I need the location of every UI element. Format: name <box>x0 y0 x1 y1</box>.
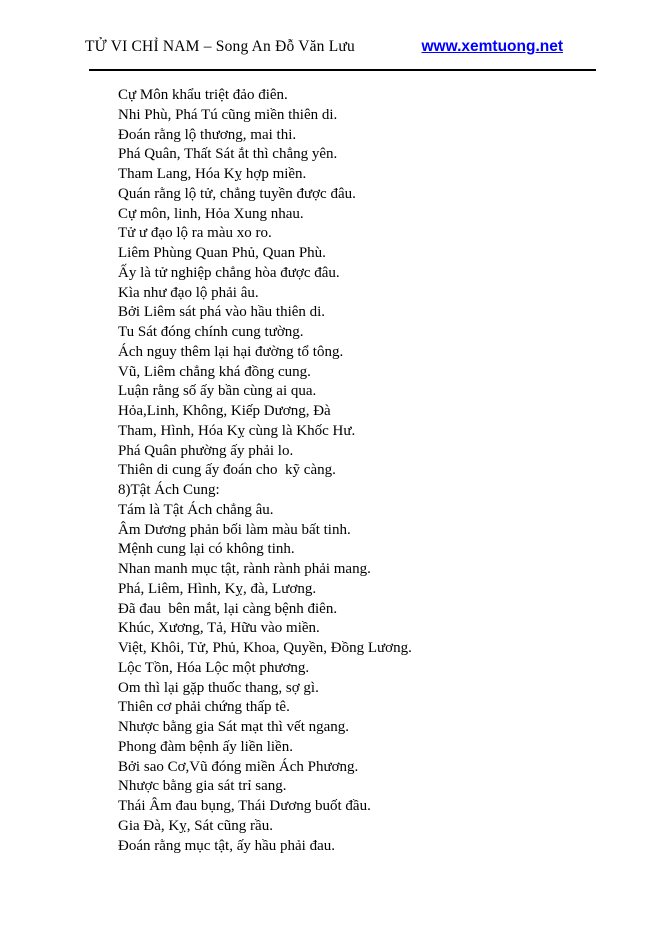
poem-line: Tu Sát đóng chính cung tường. <box>118 324 304 340</box>
poem-line: Nhan manh mục tật, rành rành phải mang. <box>118 561 371 577</box>
poem-line: Bởi sao Cơ,Vũ đóng miền Ách Phương. <box>118 758 359 775</box>
poem-line: Thiên cơ phải chứng thấp tê. <box>118 699 290 716</box>
poem-line: Gia Đà, Kỵ, Sát cũng rầu. <box>118 817 273 834</box>
poem-line: Cự Môn khẩu triệt đảo điên. <box>118 87 288 103</box>
header-rule <box>89 69 596 71</box>
poem-line: Việt, Khôi, Tử, Phủ, Khoa, Quyền, Đồng Lương. <box>118 640 412 656</box>
poem-line: Tử ư đạo lộ ra màu xo ro. <box>118 225 272 242</box>
poem-line: Lộc Tồn, Hóa Lộc một phương. <box>118 659 310 676</box>
poem-line: Om thì lại gặp thuốc thang, sợ gì. <box>118 679 319 696</box>
poem-line: Nhược bằng gia sát trỉ sang. <box>118 778 287 795</box>
poem-line: Đã đau bên mắt, lại càng bệnh điên. <box>118 600 338 617</box>
poem-line: Kìa như đạo lộ phải âu. <box>118 284 259 301</box>
poem-line: Thiên di cung ấy đoán cho kỹ càng. <box>118 462 336 479</box>
poem-line: Khúc, Xương, Tả, Hữu vào miền. <box>118 620 320 637</box>
document-title: TỬ VI CHỈ NAM – Song An Đỗ Văn Lưu <box>85 38 355 55</box>
poem-line: Tham, Hình, Hóa Kỵ cùng là Khốc Hư. <box>118 422 356 439</box>
poem-line: Vũ, Liêm chẳng khá đồng cung. <box>118 363 311 380</box>
poem-line: Âm Dương phản bối làm màu bất tinh. <box>118 521 351 538</box>
website-link[interactable]: www.xemtuong.net <box>421 38 563 55</box>
poem-line: Ấy là tử nghiệp chẳng hòa được đâu. <box>118 264 340 281</box>
poem-line: Thái Âm đau bụng, Thái Dương buốt đầu. <box>118 798 371 814</box>
poem-line: Liêm Phùng Quan Phủ, Quan Phù. <box>118 245 326 261</box>
poem-line: Mệnh cung lại có không tinh. <box>118 541 295 558</box>
poem-line: Phong đàm bệnh ấy liền liền. <box>118 738 293 755</box>
poem-line: Hỏa,Linh, Không, Kiếp Dương, Đà <box>118 403 331 419</box>
poem-line: Tám là Tật Ách chẳng âu. <box>118 501 274 518</box>
poem-line: 8)Tật Ách Cung: <box>118 482 220 498</box>
document-header <box>85 38 563 56</box>
poem-line: Quán rằng lộ tử, chẳng tuyền được đâu. <box>118 185 356 202</box>
poem-body <box>118 86 412 856</box>
poem-line: Tham Lang, Hóa Kỵ hợp miền. <box>118 166 307 182</box>
poem-line: Ách nguy thêm lại hại đường tổ tông. <box>118 343 344 360</box>
poem-line: Cự môn, linh, Hỏa Xung nhau. <box>118 205 304 222</box>
poem-line: Phá Quân phường ấy phải lo. <box>118 442 294 459</box>
poem-line: Phá, Liêm, Hình, Kỵ, đà, Lương. <box>118 580 317 597</box>
poem-line: Bởi Liêm sát phá vào hầu thiên di. <box>118 304 326 321</box>
poem-line: Nhược bằng gia Sát mạt thì vết ngang. <box>118 719 350 735</box>
poem-line: Đoán rằng mục tật, ấy hầu phải đau. <box>118 837 336 854</box>
poem-line: Đoán rằng lộ thương, mai thi. <box>118 126 297 143</box>
poem-line: Phá Quân, Thất Sát ắt thì chẳng yên. <box>118 146 338 163</box>
poem-line: Luận rằng số ấy bần cùng ai qua. <box>118 383 317 400</box>
poem-line: Nhi Phù, Phá Tú cũng miền thiên di. <box>118 106 338 123</box>
